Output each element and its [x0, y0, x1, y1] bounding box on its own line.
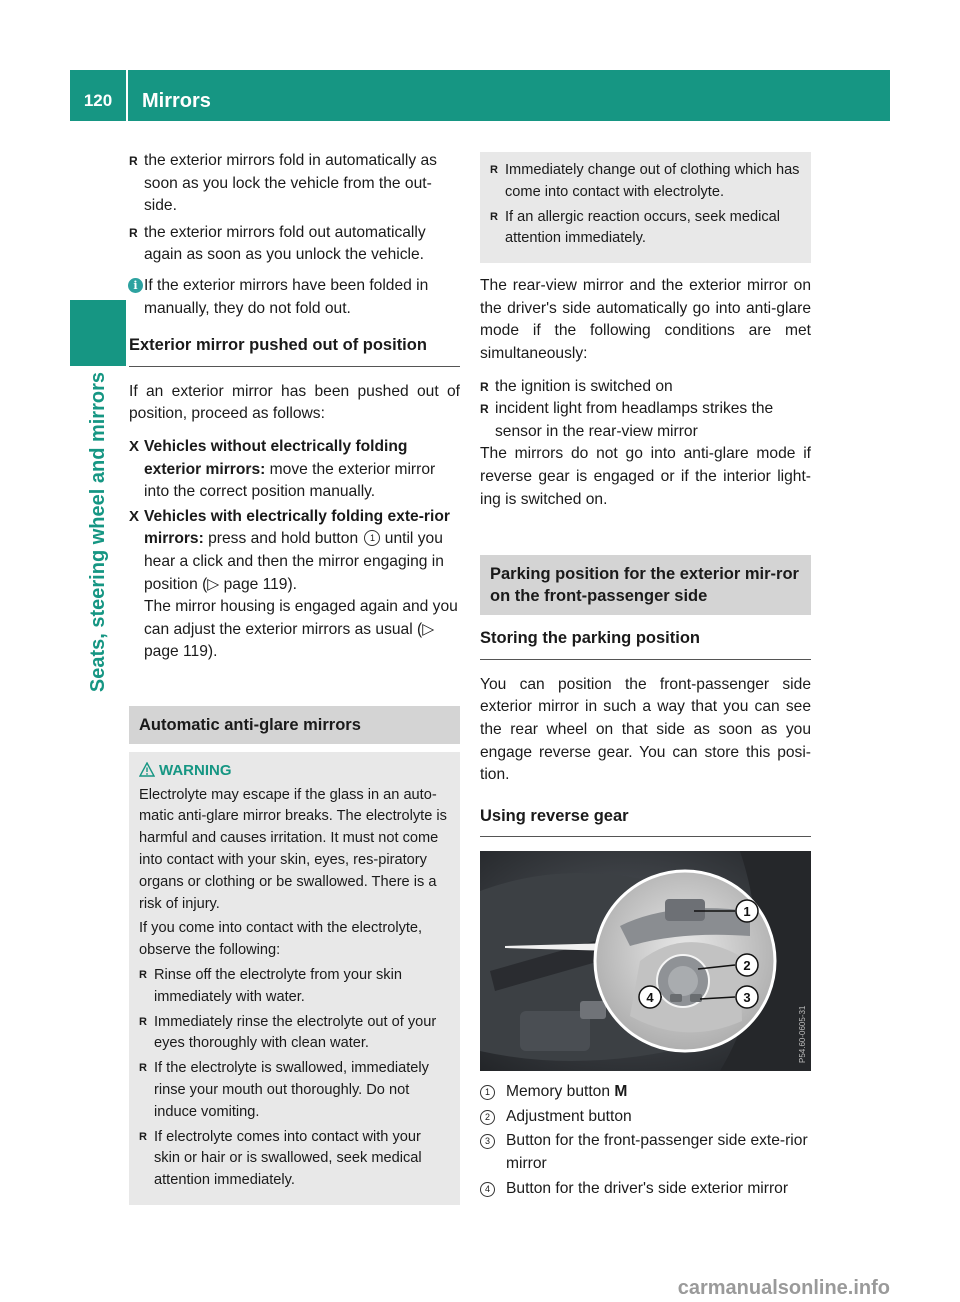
paragraph: The rear-view mirror and the exterior mirror on the driver's side automatically go into anti-glare mode if the following conditions are met simultaneously: [480, 277, 811, 362]
list-item: R incident light from headlamps strikes the sensor in the rear-view mirror [480, 398, 811, 443]
page-title: Mirrors [142, 90, 211, 112]
warning-label: WARNING [159, 761, 232, 779]
legend-number: 4 [480, 1182, 495, 1197]
list-item: R the exterior mirrors fold in automatically as soon as you lock the vehicle from the out-side. [129, 150, 460, 218]
paragraph: You can position the front-passenger side exterior mirror in such a way that you can see the rear wheel on that side as soon as you engage reverse gear. You can store this posi-tion. [480, 675, 811, 784]
watermark: carmanualsonline.info [677, 1277, 890, 1300]
list-item: R Immediately change out of clothing which has come into contact with electrolyte. [490, 160, 801, 204]
legend-text: Button for the driver's side exterior mirror [506, 1179, 789, 1197]
step-text: press and hold button [203, 530, 363, 548]
step-label: Vehicles without electrically folding exterior mirrors: [144, 437, 408, 478]
paragraph: If an exterior mirror has been pushed out of position, proceed as follows: [129, 382, 460, 423]
step-item [129, 436, 460, 504]
legend-text: Button for the front-passenger side exte-rior mirror [506, 1132, 808, 1173]
page-number: 120 [83, 91, 113, 110]
subsection-heading: Storing the parking position [480, 627, 811, 660]
paragraph: Electrolyte may escape if the glass in an auto-matic anti-glare mirror breaks. The electrolyte is harmful and causes irritation. It must not come into contact with your skin, eyes, res-piratory organs or clothing or be swallowed. There is a risk of injury. [139, 786, 447, 912]
chapter-label [70, 372, 126, 772]
left-column [129, 150, 460, 1205]
subsection-heading: Using reverse gear [480, 805, 811, 838]
door-panel-illustration [480, 851, 811, 1071]
step-label: Vehicles with electrically folding exte-rior mirrors: [144, 507, 450, 548]
step-text: until you hear a click and then the mirror engaging in position (▷ page 119). [144, 530, 444, 593]
step-text: move the exterior mirror into the correct position manually. [144, 460, 436, 501]
callout-label: 1 [743, 904, 751, 920]
legend-item [480, 1106, 811, 1129]
list-item: R the exterior mirrors fold out automatically again as soon as you unlock the vehicle. [129, 222, 460, 267]
warning-icon [139, 762, 155, 777]
paragraph: The mirrors do not go into anti-glare mode if reverse gear is engaged or if the interior light-ing is switched on. [480, 445, 811, 508]
list-item: R the ignition is switched on [480, 376, 811, 399]
legend-text: Memory button [506, 1083, 615, 1101]
legend-item [480, 1081, 811, 1104]
list-item: R If electrolyte comes into contact with your skin or hair or is swallowed, seek medical attention immediately. [139, 1127, 450, 1192]
legend-number: 3 [480, 1134, 495, 1149]
legend-item [480, 1130, 811, 1175]
chapter-tab [70, 300, 126, 366]
callout-label: 2 [743, 958, 751, 974]
list-item: R Immediately rinse the electrolyte out of your eyes thoroughly with clean water. [139, 1012, 450, 1056]
section-heading: Exterior mirror pushed out of position [129, 334, 460, 367]
section-heading: Automatic anti-glare mirrors [129, 706, 460, 744]
info-text: If the exterior mirrors have been folded in manually, they do not fold out. [144, 276, 429, 317]
page-header [70, 70, 890, 121]
callout-number: 1 [364, 530, 380, 546]
header-divider [126, 70, 128, 121]
paragraph: If you come into contact with the electrolyte, observe the following: [139, 920, 423, 959]
list-item: R Rinse off the electrolyte from your skin immediately with water. [139, 965, 450, 1009]
legend-text: Adjustment button [506, 1107, 632, 1125]
photo-code: P54.60-0605-31 [798, 1005, 807, 1064]
legend-text-bold: M [614, 1083, 628, 1101]
step-item [129, 506, 460, 664]
right-column [480, 150, 811, 1202]
door-panel-photo [480, 851, 811, 1071]
list-item: R If the electrolyte is swallowed, immediately rinse your mouth out thoroughly. Do not induce vomiting. [139, 1058, 450, 1123]
callout-label: 4 [646, 990, 654, 1006]
section-heading: Parking position for the exterior mir-ror on the front-passenger side [480, 555, 811, 615]
callout-label: 3 [743, 990, 751, 1006]
warning-title [139, 760, 450, 782]
info-note [129, 275, 460, 320]
warning-box-continued [480, 152, 811, 263]
step-text: The mirror housing is engaged again and you can adjust the exterior mirrors as usual (▷ page 119). [144, 598, 458, 661]
legend-number: 2 [480, 1110, 495, 1125]
info-icon: i [128, 278, 143, 293]
warning-box [129, 752, 460, 1205]
chapter-label-text: Seats, steering wheel and mirrors [87, 372, 109, 693]
legend-item [480, 1178, 811, 1201]
list-item: R If an allergic reaction occurs, seek medical attention immediately. [490, 207, 801, 251]
legend-number: 1 [480, 1085, 495, 1100]
